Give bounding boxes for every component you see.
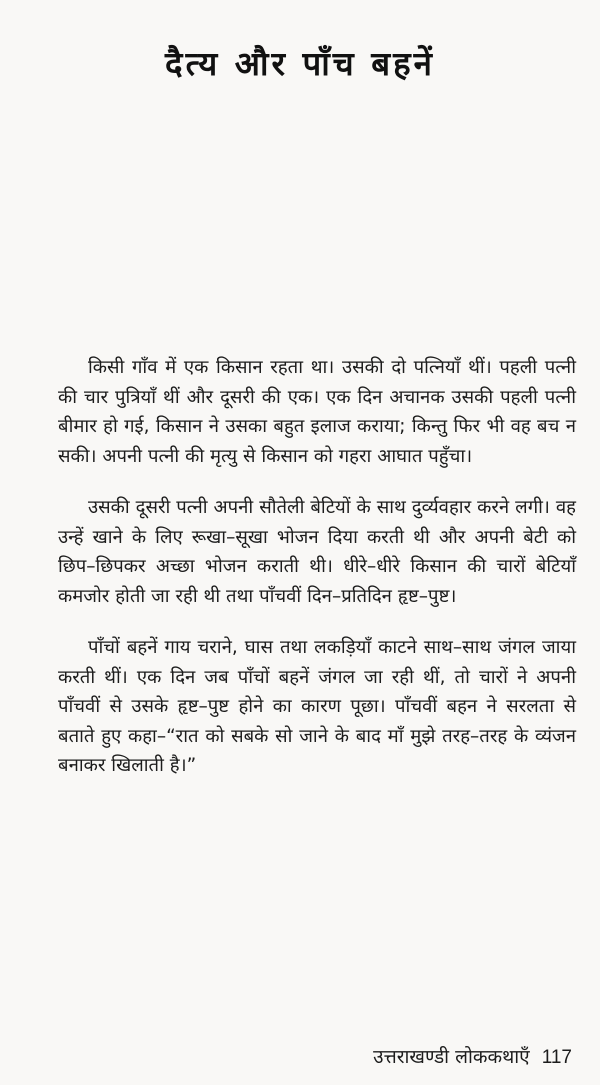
page-number: 117 [541,1047,572,1068]
book-title: उत्तराखण्डी लोककथाएँ [373,1046,530,1068]
paragraph-2: उसकी दूसरी पत्नी अपनी सौतेली बेटियों के साथ दुर्व्यवहार करने लगी। वह उन्हें खाने के लिए रूखा–सूखा भोजन दिया करती थी और अपनी बेटी को छिप–छिपकर अच्छा भोजन कराती थी। धीरे–धीरे किसान की चारों बेटियाँ कमजोर होती जा रही थी तथा पाँचवीं दिन–प्रतिदिन हृष्ट–पुष्ट। [58,497,576,607]
page-footer [373,1043,572,1069]
paragraph-1: किसी गाँव में एक किसान रहता था। उसकी दो पत्नियाँ थीं। पहली पत्नी की चार पुत्रियाँ थीं और दूसरी की एक। एक दिन अचानक उसकी पहली पत्नी बीमार हो गई, किसान ने उसका बहुत इलाज कराया; किन्तु फिर भी वह बच न सकी। अपनी पत्नी की मृत्यु से किसान को गहरा आघात पहुँचा। [58,357,576,467]
paragraph-3: पाँचों बहनें गाय चराने, घास तथा लकड़ियाँ काटने साथ–साथ जंगल जाया करती थीं। एक दिन जब पाँचों बहनें जंगल जा रही थीं, तो चारों ने अपनी पाँचवीं से उसके हृष्ट–पुष्ट होने का कारण पूछा। पाँचवीं बहन ने सरलता से बताते हुए कहा–“रात को सबके सो जाने के बाद माँ मुझे तरह–तरह के व्यंजन बनाकर खिलाती है।” [58,637,576,776]
story-body [58,353,576,803]
chapter-title: दैत्य और पाँच बहनें [165,44,435,83]
